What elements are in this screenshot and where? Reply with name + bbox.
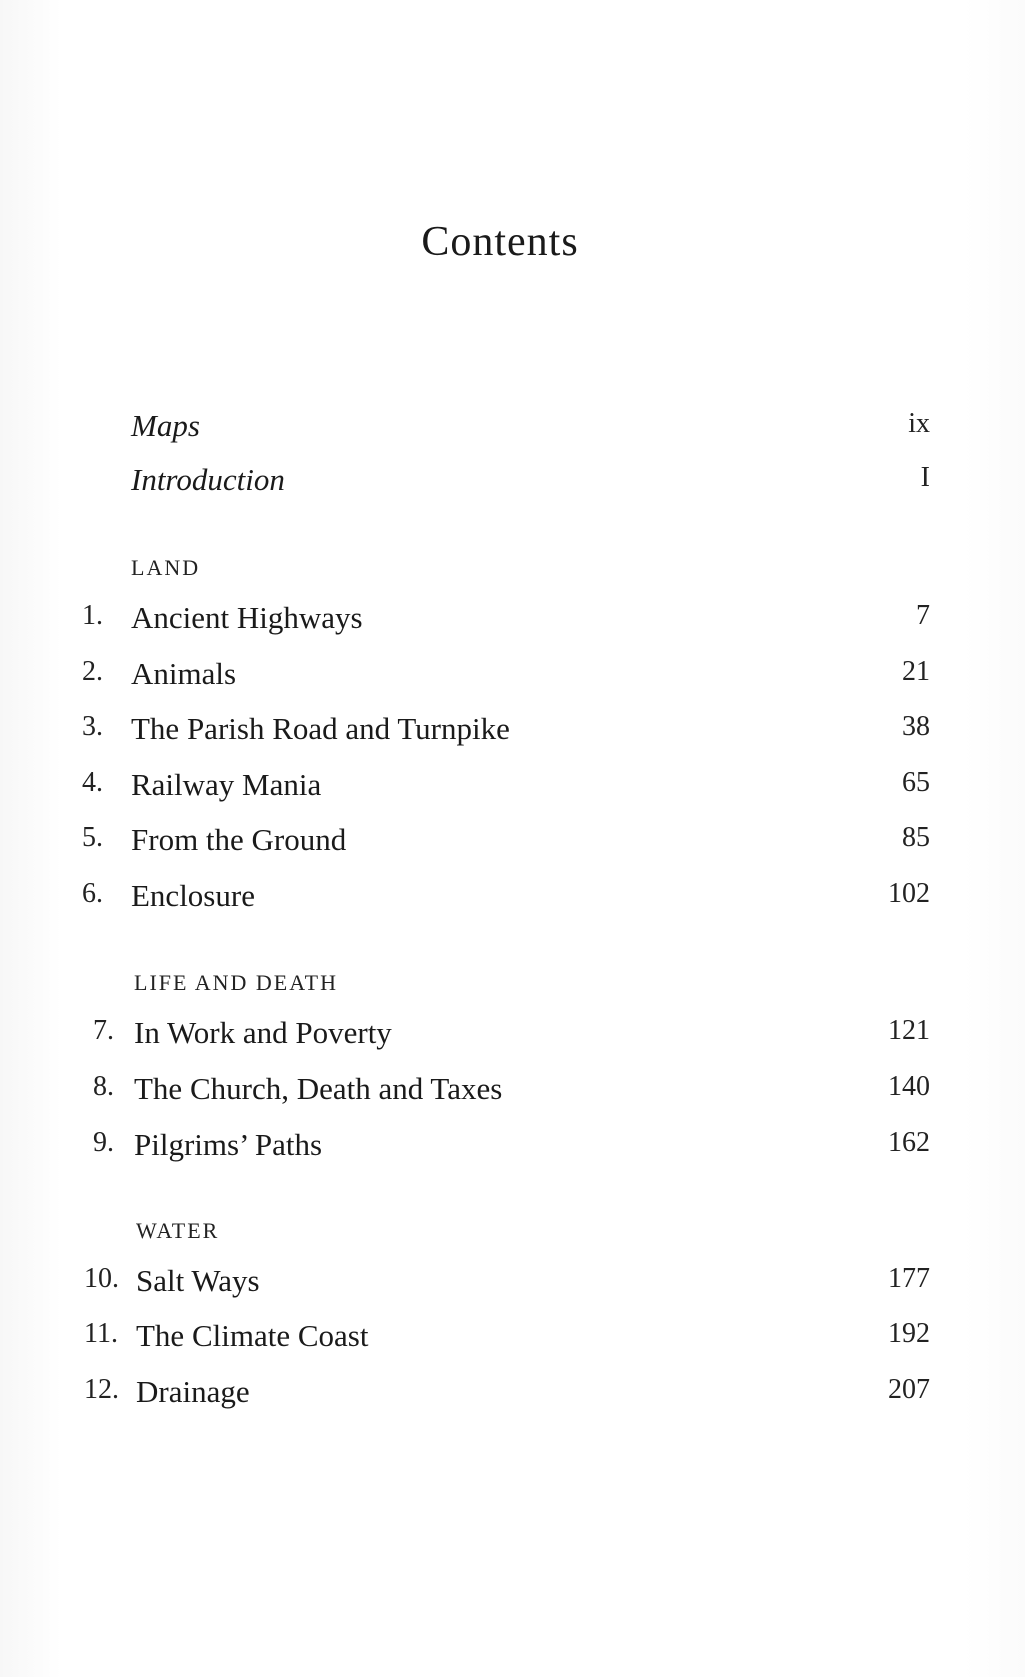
chapter-number: 10.	[84, 1263, 119, 1294]
toc-entry-page: ix	[908, 408, 930, 439]
chapter-page: 177	[888, 1263, 930, 1294]
chapter-page: 207	[888, 1374, 930, 1405]
chapter-title: From the Ground	[131, 822, 347, 857]
toc-entry-label: Introduction	[131, 462, 285, 497]
chapter-number: 2.	[82, 656, 103, 687]
chapter-page: 65	[902, 767, 930, 798]
toc-entry[interactable]	[0, 600, 1025, 640]
chapter-number: 4.	[82, 767, 103, 798]
page-title: Contents	[421, 219, 579, 265]
chapter-number: 12.	[84, 1374, 119, 1405]
toc-entry-label: Maps	[131, 408, 200, 443]
toc-entry[interactable]	[0, 767, 1025, 807]
toc-entry[interactable]	[0, 1071, 1025, 1111]
chapter-number: 11.	[84, 1318, 118, 1349]
chapter-number: 8.	[93, 1071, 114, 1102]
chapter-page: 7	[916, 600, 930, 631]
toc-entry[interactable]	[0, 1374, 1025, 1414]
chapter-page: 162	[888, 1127, 930, 1158]
chapter-title: In Work and Poverty	[134, 1015, 392, 1050]
chapter-page: 121	[888, 1015, 930, 1046]
toc-entry[interactable]	[0, 711, 1025, 751]
chapter-title: Ancient Highways	[131, 600, 363, 635]
chapter-page: 38	[902, 711, 930, 742]
chapter-number: 1.	[82, 600, 103, 631]
toc-entry[interactable]	[0, 1015, 1025, 1055]
chapter-page: 102	[888, 878, 930, 909]
chapter-page: 192	[888, 1318, 930, 1349]
chapter-title: The Church, Death and Taxes	[134, 1071, 503, 1106]
chapter-title: Railway Mania	[131, 767, 322, 802]
toc-entry-maps[interactable]	[0, 408, 1025, 448]
chapter-number: 9.	[93, 1127, 114, 1158]
section-heading-water: WATER	[136, 1218, 220, 1243]
toc-entry-introduction[interactable]	[0, 462, 1025, 502]
chapter-number: 5.	[82, 822, 103, 853]
chapter-number: 7.	[93, 1015, 114, 1046]
chapter-title: Pilgrims’ Paths	[134, 1127, 323, 1162]
toc-entry[interactable]	[0, 1127, 1025, 1167]
toc-entry[interactable]	[0, 656, 1025, 696]
section-heading-life-and-death: LIFE AND DEATH	[134, 970, 338, 995]
chapter-title: Animals	[131, 656, 237, 691]
toc-entry[interactable]	[0, 1263, 1025, 1303]
chapter-page: 85	[902, 822, 930, 853]
toc-entry[interactable]	[0, 1318, 1025, 1358]
chapter-number: 6.	[82, 878, 103, 909]
chapter-page: 140	[888, 1071, 930, 1102]
chapter-title: The Parish Road and Turnpike	[131, 711, 510, 746]
section-heading-land: LAND	[131, 555, 201, 580]
chapter-page: 21	[902, 656, 930, 687]
toc-entry[interactable]	[0, 822, 1025, 862]
chapter-title: Enclosure	[131, 878, 255, 913]
chapter-title: Salt Ways	[136, 1263, 260, 1298]
toc-entry[interactable]	[0, 878, 1025, 918]
chapter-title: Drainage	[136, 1374, 250, 1409]
toc-entry-page: I	[920, 462, 930, 493]
chapter-number: 3.	[82, 711, 103, 742]
chapter-title: The Climate Coast	[136, 1318, 369, 1353]
